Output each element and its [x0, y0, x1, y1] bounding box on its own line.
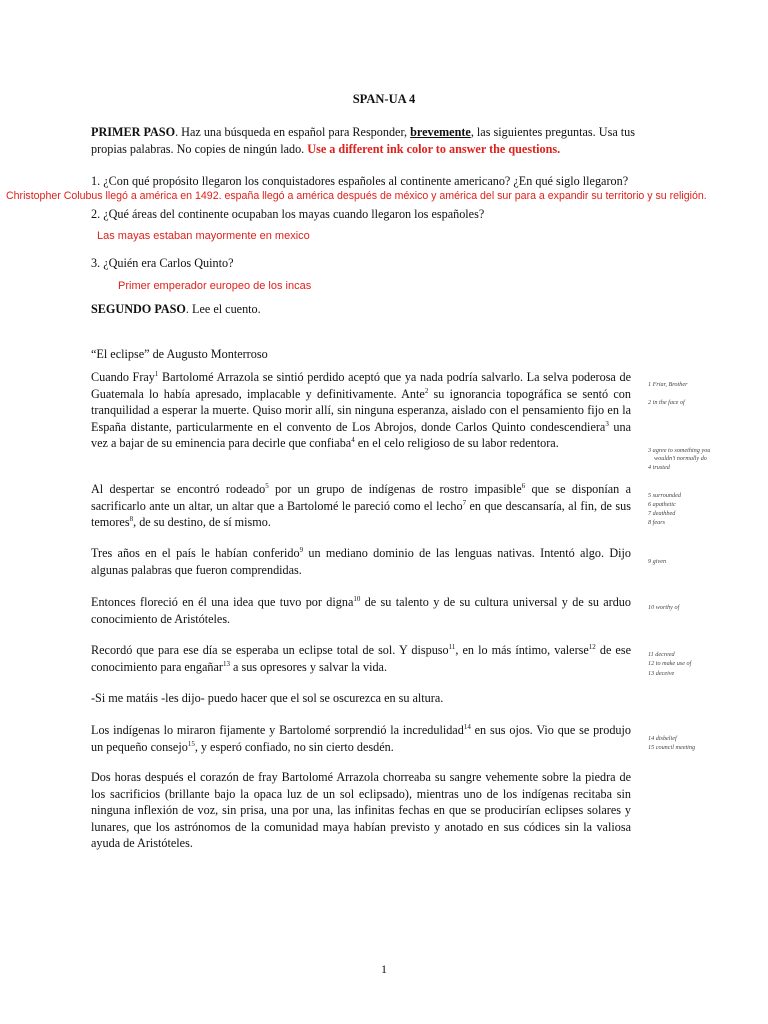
- footnote-ref: 8: [129, 515, 134, 524]
- story-paragraph-2: [91, 481, 631, 531]
- question-2: 2. ¿Qué áreas del continente ocupaban los mayas cuando llegaron los españoles?: [91, 207, 485, 221]
- text: Dos horas después el corazón de fray Bartolomé Arrazola chorreaba su sangre vehemente sobre la piedra de los sacrificios (brillante bajo la opaca luz de un sol eclipsado), mientras uno de los indígenas recitaba sin ninguna inflexión de voz, sin prisa, una por una, las infinitas fechas en que se producirían eclipses solares y lunares, que los astrónomos de la comunidad maya habían previsto y anotado en sus códices sin la valiosa ayuda de Aristóteles.: [91, 770, 631, 851]
- text: en sus ojos. Vio que se produjo un pequeño consejo: [91, 723, 632, 754]
- text: -Si me matáis -les dijo- puedo hacer que el sol se oscurezca en su altura.: [91, 691, 444, 705]
- answer-2: Las mayas estaban mayormente en mexico: [97, 230, 310, 242]
- text: Al despertar se encontró rodeado: [91, 482, 266, 496]
- gloss-5: 5 surrounded: [648, 492, 681, 499]
- text: en que descansaría, al fin, de sus temores: [91, 498, 631, 530]
- question-1: 1. ¿Con qué propósito llegaron los conquistadores españoles al continente americano? ¿En qué siglo llegaron?: [91, 174, 629, 188]
- text: un mediano dominio de las lenguas nativas. Intentó algo. Dijo algunas palabras que fueron comprendidas.: [91, 546, 631, 577]
- footnote-ref: 13: [222, 659, 230, 668]
- gloss-14: 14 disbelief: [648, 735, 677, 742]
- gloss-1: 1 Friar, Brother: [648, 381, 688, 388]
- footnote-ref: 3: [605, 419, 609, 428]
- text: su ignorancia topográfica se sentó con tranquilidad a esperar la muerte. Quiso morir allí, sin ninguna esperanza, aislado con el pensamiento fijo en la España distante, particularmente en el convento de Los Abrojos, donde Carlos Quinto condescendiera: [91, 386, 631, 434]
- gloss-3b: wouldn't normally do: [654, 455, 707, 462]
- gloss-6: 6 apathetic: [648, 501, 676, 508]
- red-ink-note: Use a different ink color to answer the questions.: [307, 142, 561, 156]
- gloss-11: 11 decreed: [648, 651, 675, 658]
- story-paragraph-1: [91, 369, 631, 452]
- gloss-9: 9 given: [648, 558, 667, 565]
- story-paragraph-8: [91, 769, 631, 852]
- gloss-15: 15 council meeting: [648, 744, 696, 751]
- segundo-paso: [91, 301, 671, 318]
- gloss-13: 13 deceive: [648, 670, 675, 677]
- gloss-12: 12 to make use of: [648, 660, 692, 667]
- footnote-ref: 5: [265, 481, 269, 490]
- footnote-ref: 7: [462, 498, 467, 507]
- footnote-ref: 14: [463, 722, 471, 731]
- page-number: 1: [381, 962, 387, 976]
- story-paragraph-6: [91, 690, 631, 707]
- instructions-text-1: . Haz una búsqueda en español para Responder,: [175, 125, 411, 139]
- story-paragraph-5: [91, 642, 631, 675]
- answer-3: Primer emperador europeo de los incas: [118, 280, 312, 292]
- story-paragraph-7: [91, 722, 631, 755]
- text: , y esperó confiado, no sin cierto desdén.: [194, 739, 394, 754]
- story-paragraph-3: [91, 545, 631, 578]
- gloss-4: 4 trusted: [648, 464, 670, 471]
- text: Los indígenas lo miraron fijamente y Bartolomé sorprendió la incredulidad: [91, 723, 464, 737]
- text: que se disponían a sacrificarlo ante un altar, un altar que a Bartolomé le pareció como el lecho: [91, 482, 631, 513]
- footnote-ref: 11: [448, 642, 456, 651]
- text: Recordó que para ese día se esperaba un eclipse total de sol. Y dispuso: [91, 643, 449, 657]
- instructions: [91, 124, 671, 158]
- primer-paso-label: PRIMER PASO: [91, 125, 176, 139]
- text: a sus opresores y salvar la vida.: [229, 659, 388, 674]
- footnote-ref: 6: [521, 481, 526, 490]
- gloss-7: 7 deathbed: [648, 510, 676, 517]
- brevemente-emphasis: brevemente: [410, 125, 471, 139]
- footnote-ref: 15: [187, 739, 195, 748]
- text: , en lo más íntimo, valerse: [455, 643, 589, 657]
- text: Cuando Fray: [91, 370, 155, 384]
- footnote-ref: 12: [588, 642, 596, 651]
- story-paragraph-4: [91, 594, 631, 627]
- segundo-paso-text: . Lee el cuento.: [185, 302, 261, 316]
- story-title: “El eclipse” de Augusto Monterroso: [91, 347, 268, 361]
- gloss-3a: 3 agree to something you: [648, 447, 711, 454]
- footnote-ref: 9: [299, 545, 304, 554]
- text: una vez a bajar de su eminencia para decirle que confiaba: [91, 419, 631, 451]
- gloss-10: 10 worthy of: [648, 604, 680, 611]
- footnote-ref: 2: [424, 386, 429, 395]
- text: , de su destino, de sí mismo.: [133, 515, 271, 530]
- answer-1: Christopher Colubus llegó a américa en 1492. españa llegó a américa después de méxico y américa del sur para a expandir su territorio y su religión.: [6, 190, 707, 202]
- text: Bartolomé Arrazola se sintió perdido aceptó que ya nada podría salvarlo. La selva poderosa de Guatemala lo había apresado, implacable y definitivamente. Ante: [91, 370, 631, 401]
- text: de su talento y de su cultura universal y de su arduo conocimiento de Aristóteles.: [91, 595, 631, 626]
- gloss-8: 8 fears: [648, 519, 666, 526]
- text: en el celo religioso de su labor redentora.: [354, 436, 559, 451]
- text: por un grupo de indígenas de rostro impasible: [268, 482, 522, 496]
- footnote-ref: 4: [351, 436, 355, 445]
- instructions-text-2: , las siguientes preguntas. Usa tus propias palabras. No copies de ningún lado.: [91, 125, 635, 156]
- text: Entonces floreció en él una idea que tuvo por digna: [91, 595, 354, 609]
- question-3: 3. ¿Quién era Carlos Quinto?: [91, 256, 234, 270]
- text: Tres años en el país le habían conferido: [91, 546, 300, 560]
- segundo-paso-label: SEGUNDO PASO: [91, 302, 186, 316]
- footnote-ref: 10: [353, 594, 361, 603]
- gloss-2: 2 in the face of: [648, 399, 685, 406]
- page-title: SPAN-UA 4: [352, 92, 416, 106]
- text: de ese conocimiento para engañar: [91, 643, 631, 674]
- footnote-ref: 1: [154, 369, 159, 378]
